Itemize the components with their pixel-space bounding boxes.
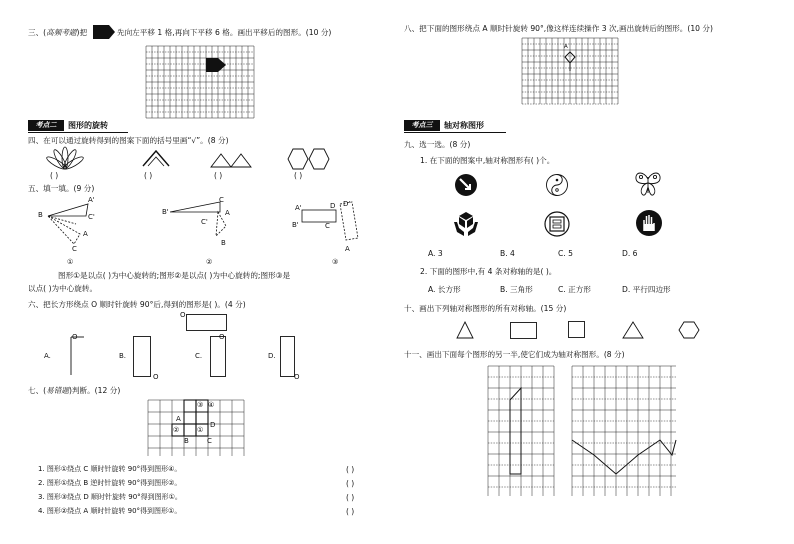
q9-option-c[interactable]: C. 5 [558,249,573,258]
q6-O: O [180,311,186,319]
q5-f2-B-prime: B' [162,208,169,216]
q7-grid-shapes [148,400,244,456]
hands-box-icon [453,211,479,237]
q7-label-A: A [176,415,181,423]
q5-figure-1 [40,198,100,248]
q8-text: 八、把下面的图形绕点 A 顺时针旋转 90°,像这样连续操作 3 次,画出旋转后的图形。(10 分) [404,24,713,33]
q9-sub2-option-a[interactable]: A. 长方形 [428,285,461,294]
q6-option-a[interactable]: A. [44,352,51,360]
q5-f3-num: ③ [332,258,339,266]
q5-f3-D: D [330,202,336,210]
q6-option-b-O: O [153,373,159,381]
q5-f1-num: ① [67,258,74,266]
q5-line1: 图形①是以点( )为中心旋转的;图形②是以点( )为中心旋转的;图形③是 [58,271,291,280]
q7-heading: 七、(易错题)判断。(12 分) [28,386,121,395]
q6-option-c-figure [210,336,228,378]
q10-hexagon [678,321,700,339]
q5-f1-C: C [72,245,77,253]
q6-option-b-figure [133,336,153,378]
hexagons-pattern [287,148,331,170]
q7-label-C: C [207,437,212,445]
q7-item-4: 4. 图形②绕点 A 顺时针旋转 90°得到图形①。 [38,507,182,515]
q3-grid-shape [206,58,228,72]
q4-blank-4[interactable]: ( ) [294,171,303,180]
q5-f3-C: C [325,222,330,230]
triangles-pattern [210,150,252,168]
q7-item-3-blank[interactable]: ( ) [346,493,355,502]
q5-f2-A: A [225,209,230,217]
q7-item-2-blank[interactable]: ( ) [346,479,355,488]
q6-option-d-figure [280,336,298,378]
no-entry-sign-icon [454,173,478,197]
q7-tag: 易错题 [46,386,69,395]
q5-f2-num: ② [206,258,213,266]
q5-line2: 以点( )为中心旋转。 [28,284,98,293]
q8-grid-shape [522,38,618,104]
q10-equilateral-triangle [622,321,644,339]
q7-label-D: D [210,421,216,429]
section2-tag: 考点二 [28,120,64,131]
q9-sub1: 1. 在下面的图案中,轴对称图形有( )个。 [420,156,555,165]
q7-item-1: 1. 图形①绕点 C 顺时针旋转 90°得到图形④。 [38,465,182,473]
q11-text: 十一、画出下面每个图形的另一半,使它们成为轴对称图形。(8 分) [404,350,625,359]
q9-sub2-option-d[interactable]: D. 平行四边形 [622,285,671,294]
q10-text: 十、画出下列轴对称图形的所有对称轴。(15 分) [404,304,567,313]
q5-f2-C-prime: C' [201,218,208,226]
section3-band [404,120,506,131]
q9-option-b[interactable]: B. 4 [500,249,515,258]
q5-f3-A-prime: A' [295,204,302,212]
framed-glyph-icon [544,211,570,237]
q5-f3-A: A [345,245,350,253]
q7-label-3: ③ [197,401,204,409]
q6-option-a-figure [70,336,88,376]
q10-rectangle [510,322,538,340]
q7-item-4-blank[interactable]: ( ) [346,507,355,516]
q6-option-a-O: O [72,333,78,341]
q9-option-a[interactable]: A. 3 [428,249,443,258]
q5-f1-A-prime: A' [88,196,95,204]
q6-rectangle [186,314,228,332]
q5-f1-A: A [83,230,88,238]
q7-item-3: 3. 图形③绕点 D 顺时针旋转 90°得到图形①。 [38,493,182,501]
q7-label-1: ① [197,426,204,434]
q6-option-c[interactable]: C. [195,352,203,360]
q10-triangle [456,321,474,339]
section2-title: 图形的旋转 [68,121,108,130]
palm-hand-icon [635,209,663,237]
chevron-pattern [142,148,170,168]
q9-text: 九、选一选。(8 分) [404,140,471,149]
flower-pattern [44,146,86,170]
butterfly-icon [634,171,662,197]
q4-blank-1[interactable]: ( ) [50,171,59,180]
q9-option-d[interactable]: D. 6 [622,249,638,258]
q5-f2-C: C [219,196,224,204]
q11-right-half-shape [572,366,676,496]
q4-blank-2[interactable]: ( ) [144,171,153,180]
q6-text: 六、把长方形绕点 O 顺时针旋转 90°后,得到的图形是( )。(4 分) [28,300,246,309]
q6-option-c-O: O [219,333,225,341]
q5-f2-B: B [221,239,226,247]
section2-band [28,120,128,131]
q3-prefix: 三、(高频考题)把 [28,28,88,37]
q6-option-d-O: O [294,373,300,381]
q7-item-1-blank[interactable]: ( ) [346,465,355,474]
q9-sub2-option-c[interactable]: C. 正方形 [558,285,591,294]
q8-label-A: A [564,44,568,50]
q7-item-2: 2. 图形①绕点 B 逆时针旋转 90°得到图形②。 [38,479,182,487]
q3-tag: 高频考题 [46,28,77,37]
section3-tag: 考点三 [404,120,440,131]
q5-f1-B: B [38,211,43,219]
q3-shape-icon [93,25,117,39]
q7-label-B: B [184,437,189,445]
q11-left-half-shape [488,366,554,496]
q10-square [568,321,586,339]
q9-sub2: 2. 下面的图形中,有 4 条对称轴的是( )。 [420,267,557,276]
q7-label-2: ② [173,426,180,434]
q3-grid [146,46,254,118]
q4-text: 四、在可以通过旋转得到的图案下面的括号里画“√”。(8 分) [28,136,229,145]
yin-yang-icon [545,173,569,197]
q4-blank-3[interactable]: ( ) [214,171,223,180]
q3-text: 先向左平移 1 格,再向下平移 6 格。画出平移后的图形。(10 分) [117,28,332,37]
q6-option-b[interactable]: B. [119,352,127,360]
q9-sub2-option-b[interactable]: B. 三角形 [500,285,533,294]
q5-text: 五、填一填。(9 分) [28,184,95,193]
q5-f3-D-prime: D' [343,200,351,208]
section3-title: 轴对称图形 [444,121,484,130]
q5-f3-B-prime: B' [292,221,299,229]
q6-option-d[interactable]: D. [268,352,276,360]
q7-label-4: ④ [208,401,215,409]
q5-f1-C-prime: C' [88,213,95,221]
